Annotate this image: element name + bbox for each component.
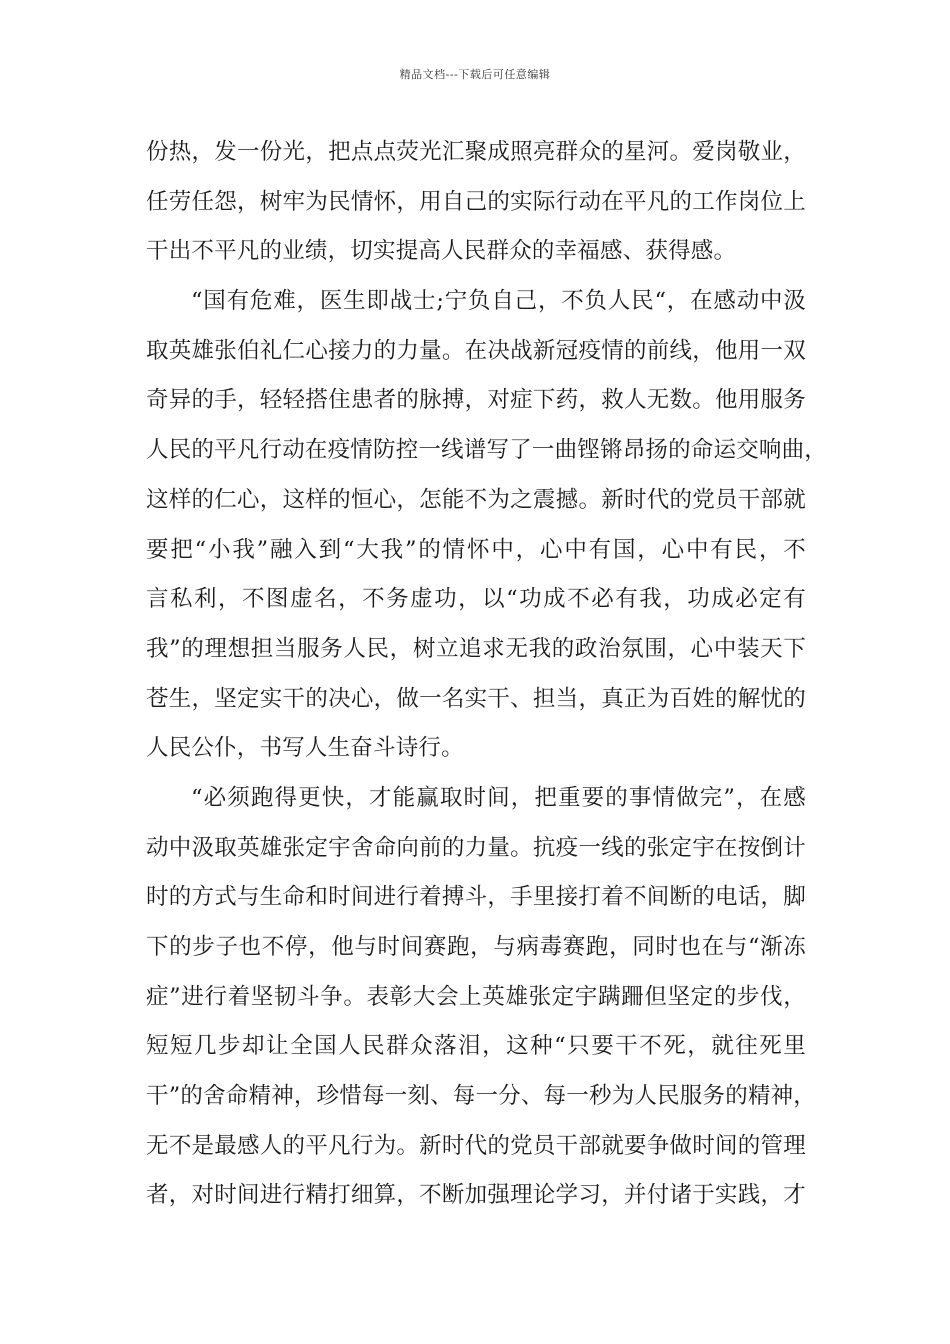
page-header: 精品文档---下载后可任意编辑 bbox=[399, 68, 551, 81]
text-line: 任劳任怨，树牢为民情怀，用自己的实际行动在平凡的工作岗位上 bbox=[146, 188, 806, 215]
text-line: 份热，发一份光，把点点荧光汇聚成照亮群众的星河。爱岗敬业， bbox=[146, 139, 806, 165]
text-line: 我”的理想担当服务人民，树立追求无我的政治氛围，心中装天下 bbox=[146, 635, 806, 662]
text-line: 干”的舍命精神，珍惜每一刻、每一分、每一秒为人民服务的精神， bbox=[146, 1083, 817, 1110]
text-line: 人民公仆，书写人生奋斗诗行。 bbox=[146, 735, 464, 762]
paragraph-start-line: “必须跑得更快，才能赢取时间，把重要的事情做完”，在感 bbox=[191, 784, 806, 811]
text-line: 下的步子也不停，他与时间赛跑，与病毒赛跑，同时也在与“渐冻 bbox=[146, 934, 806, 960]
text-line: 取英雄张伯礼仁心接力的力量。在决战新冠疫情的前线，他用一双 bbox=[146, 337, 806, 364]
text-line: 苍生，坚定实干的决心，做一名实干、担当，真正为百姓的解忧的 bbox=[146, 685, 806, 712]
text-line: 无不是最感人的平凡行为。新时代的党员干部就要争做时间的管理 bbox=[146, 1132, 806, 1159]
text-line: 这样的仁心，这样的恒心，怎能不为之震撼。新时代的党员干部就 bbox=[146, 486, 806, 513]
text-line: 人民的平凡行动在疫情防控一线谱写了一曲铿锵昂扬的命运交响曲， bbox=[146, 437, 828, 464]
text-line: 动中汲取英雄张定宇舍命向前的力量。抗疫一线的张定宇在按倒计 bbox=[146, 834, 806, 861]
text-line: 者，对时间进行精打细算，不断加强理论学习，并付诸于实践，才 bbox=[146, 1182, 806, 1209]
text-line: 时的方式与生命和时间进行着搏斗，手里接打着不间断的电话，脚 bbox=[146, 884, 806, 911]
text-line: 症”进行着坚韧斗争。表彰大会上英雄张定宇蹒跚但坚定的步伐， bbox=[146, 983, 806, 1010]
text-line: 干出不平凡的业绩，切实提高人民群众的幸福感、获得感。 bbox=[146, 238, 737, 265]
text-line: 要把“小我”融入到“大我”的情怀中，心中有国，心中有民，不 bbox=[146, 536, 806, 563]
text-line: 奇异的手，轻轻搭住患者的脉搏，对症下药，救人无数。他用服务 bbox=[146, 387, 806, 414]
text-line: 言私利，不图虚名，不务虚功，以“功成不必有我，功成必定有 bbox=[146, 586, 806, 613]
body-text bbox=[146, 128, 828, 1221]
text-line: 短短几步却让全国人民群众落泪，这种“只要干不死，就往死里 bbox=[146, 1033, 806, 1060]
paragraph-start-line: “国有危难，医生即战士;宁负自己，不负人民“，在感动中汲 bbox=[191, 288, 806, 315]
